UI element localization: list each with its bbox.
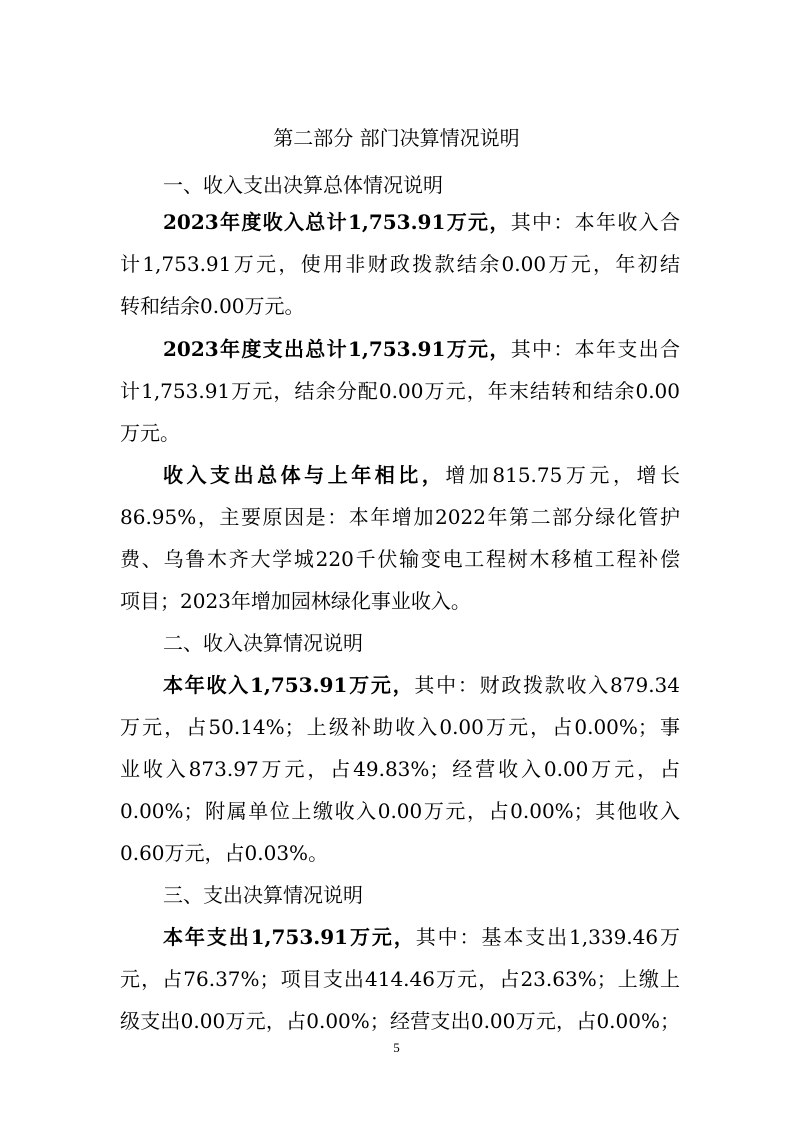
compare-line-4: 项目；2023年增加园林绿化事业收入。 (120, 589, 471, 613)
expense-detail-text: 其中：基本支出1,339.46万 (415, 925, 681, 949)
income-total-text: 其中：本年收入合 (510, 210, 680, 234)
compare-line-1 (163, 461, 680, 489)
expense-detail-line-2: 元，占76.37%；项目支出414.46万元，占23.63%；上缴上 (120, 967, 680, 991)
expense-total-line-3: 万元。 (120, 421, 180, 445)
expense-detail-line-3: 级支出0.00万元，占0.00%；经营支出0.00万元，占0.00%； (120, 1009, 680, 1033)
section3-heading: 三、支出决算情况说明 (163, 883, 363, 907)
expense-total-line-1 (163, 335, 680, 363)
income-detail-lead: 本年收入1,753.91万元， (163, 673, 415, 697)
compare-text: 增加815.75万元，增长 (445, 463, 680, 487)
income-detail-line-3: 业收入873.97万元，占49.83%；经营收入0.00万元，占 (120, 757, 680, 781)
expense-detail-line-1 (163, 923, 680, 951)
income-total-line-3: 转和结余0.00万元。 (120, 294, 305, 318)
income-detail-text: 其中：财政拨款收入879.34 (414, 673, 681, 697)
expense-total-line-2: 计1,753.91万元，结余分配0.00万元，年末结转和结余0.00 (120, 379, 680, 403)
expense-total-lead: 2023年度支出总计1,753.91万元， (163, 337, 511, 361)
income-total-line-2: 计1,753.91万元，使用非财政拨款结余0.00万元，年初结 (120, 252, 680, 276)
expense-total-text: 其中：本年支出合 (510, 337, 680, 361)
income-total-lead: 2023年度收入总计1,753.91万元， (163, 210, 511, 234)
income-detail-line-4: 0.00%；附属单位上缴收入0.00万元，占0.00%；其他收入 (120, 799, 680, 823)
income-total-line-1 (163, 208, 680, 236)
compare-line-2: 86.95%，主要原因是：本年增加2022年第二部分绿化管护 (120, 505, 680, 529)
section1-heading: 一、收入支出决算总体情况说明 (163, 173, 443, 197)
expense-detail-lead: 本年支出1,753.91万元， (163, 925, 416, 949)
section2-heading: 二、收入决算情况说明 (163, 631, 363, 655)
income-detail-line-2: 万元，占50.14%；上级补助收入0.00万元，占0.00%；事 (120, 715, 680, 739)
page-number: 5 (393, 1040, 400, 1055)
compare-line-3: 费、乌鲁木齐大学城220千伏输变电工程树木移植工程补偿 (120, 547, 680, 571)
income-detail-line-5: 0.60万元，占0.03%。 (120, 841, 329, 865)
page-title: 第二部分 部门决算情况说明 (273, 126, 520, 150)
compare-lead: 收入支出总体与上年相比， (163, 463, 446, 487)
income-detail-line-1 (163, 671, 680, 699)
